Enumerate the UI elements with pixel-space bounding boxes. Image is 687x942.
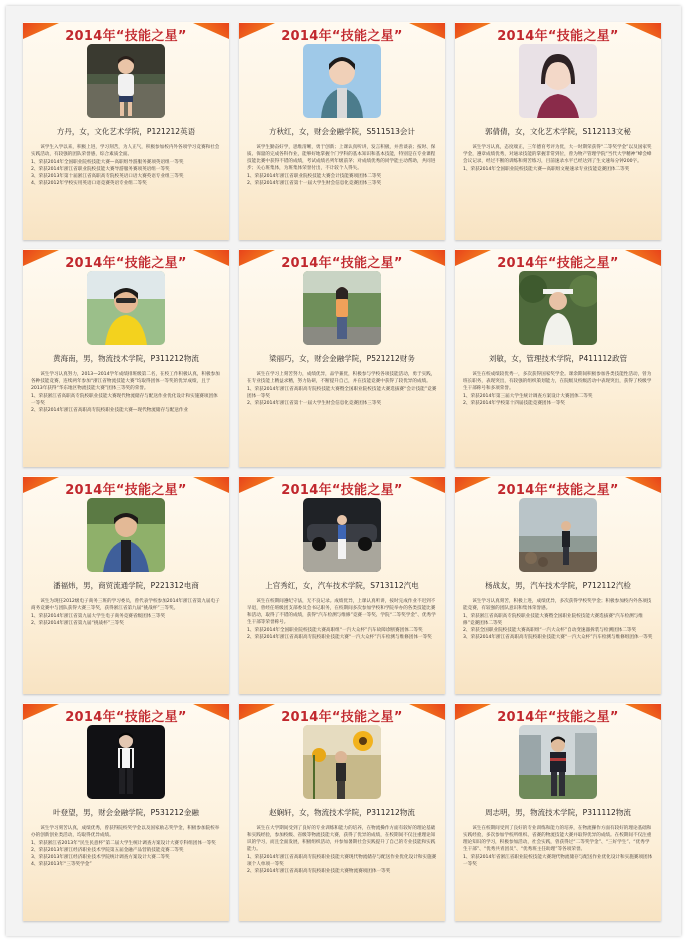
award-item: 2、荣获2014年学校第十四届技能竞赛团体一等奖: [463, 401, 565, 406]
student-caption: 黄海南，男，物流技术学院，P311212物流: [53, 354, 199, 363]
student-bio: [247, 371, 437, 407]
award-item: 3、荣获2013年浙江经济职业技术学院统计调查方案设计大赛二等奖: [31, 855, 170, 860]
award-list: [31, 613, 221, 627]
award-list: [463, 854, 653, 868]
card-title: 2014年“技能之星”: [65, 483, 187, 498]
student-bio: [247, 825, 437, 875]
student-card: [239, 476, 445, 694]
bio-text: 该学生入学以来，积极上进，学习刻苦，为人正气，积极参加校内外各项学习竞赛和社会实践活动，有较强的团队荣誉感，综合素质全面。: [31, 145, 220, 157]
award-item: 2、荣获全国职业院校技能大赛高职组“一汽大众杯”自动变速器拆装与检测团体二等奖: [463, 628, 637, 633]
student-card: [455, 22, 661, 240]
student-photo: [303, 271, 381, 345]
bio-text: 该生在校期间受到了良好的专业训练和能力的培养，在物流操作方面有较好的理论基础和实践经验，多次参加学校所组织、省赛的物流技能大赛并取得优异的成绩。在校期间不仅注重理论知识的学习，积极参加活动，社会实践，曾获得过“二等奖学金”、“三好学生”、“优秀学生干部”、“优秀共青团员”、“优秀班主任助理”等各项荣誉。: [463, 826, 652, 852]
card-title: 2014年“技能之星”: [281, 29, 403, 44]
card-title: 2014年“技能之星”: [281, 483, 403, 498]
student-card: [455, 703, 661, 921]
student-photo: [303, 498, 381, 572]
award-list: [247, 386, 437, 407]
award-item: 1、荣获2014年全国职业院校技能大赛高职组“一汽大众杯”汽车故障诊断赛团体二等奖: [247, 628, 423, 633]
student-photo: [303, 44, 381, 118]
student-card: [23, 249, 229, 467]
bio-text: 该学生勤奋好学，思维清晰，勇于创新；上课认真听讲，发言积极，并善谈表；按时、保质、保量的完成各科作业，能够好地掌握个门学科的基本知识和基本技能，特别是在专业课程技能比赛中获得不错的成绩，考试成绩名列年级前茅；对成绩优秀的同学能主动帮助，共同进步；关心班集体，为班集体荣誉付出，不计较个人得失。: [247, 145, 436, 171]
student-bio: [31, 371, 221, 414]
student-caption: 上官秀红，女，汽车技术学院，S713112汽电: [265, 581, 419, 590]
student-photo: [87, 44, 165, 118]
student-bio: [31, 144, 221, 187]
award-list: [31, 159, 221, 187]
bio-text: 该生学习认真刻苦，积极上进，成绩优异，多次获得学校奖学金；积极参加校内外各项技能竞赛，有较强的团队意识和集体荣誉感。: [463, 599, 652, 611]
bio-text: 该生为现任2012级电子商务三班的学习委员，曾代表学校参加2014年浙江省第九届电子商务竞赛中与团队获得大赛三等奖，获得浙江省第九届“挑战杯”三等奖。: [31, 599, 220, 611]
student-photo: [519, 271, 597, 345]
poster-sheet: [6, 6, 681, 936]
card-title: 2014年“技能之星”: [65, 710, 187, 725]
student-card: [455, 249, 661, 467]
student-caption: 方秋红，女，财会金融学院，S511513会计: [269, 127, 415, 136]
award-item: 1、荣获2014年浙江省高职高专院校技能大赛暨全国职业院校技能大赛选拔赛“会计技能”竞赛团体一等奖: [247, 387, 437, 399]
bio-text: 该生学习认真，态度端正，三年德育考评为优，大一时期荣获得“二等奖学金”以及国家奖学金，遵章成绩优秀，对通录技能的掌握非常到位，曾为物产管理学院“当代大学精神”峰会峰会议记录，经过不断的训练和刻苦练习，目前速录水平已经达到了生文速每分钟200字。: [463, 145, 652, 164]
student-photo: [87, 498, 165, 572]
bio-text: 该生在学习上刻苦努力，成绩优异，品学兼优，积极参与学校各项技能活动，勇于实践，在专业技能上精益求精，努力钻研，不断提升自己，并在技能竞赛中获得了较优异的成绩。: [247, 372, 436, 384]
student-photo: [303, 725, 381, 799]
award-item: 2、荣获2014年浙江省高职高专院校职业技能大赛—现代物流储存与配送作业: [31, 408, 189, 413]
student-photo: [87, 271, 165, 345]
student-caption: 周志明，男，物流技术学院，P311112物流: [485, 808, 631, 817]
card-title: 2014年“技能之星”: [497, 483, 619, 498]
card-title: 2014年“技能之星”: [281, 710, 403, 725]
student-photo: [519, 498, 597, 572]
award-item: 1、荣获2014年省浙江省职业院校技能大赛现代物流储存与配送作业优化设计和实施赛项团体一等奖: [463, 855, 653, 867]
student-card: [23, 476, 229, 694]
student-caption: 叶登望，男，财会金融学院，P531212金融: [53, 808, 199, 817]
student-card: [239, 249, 445, 467]
bio-text: 该生在校期间遵纪守法，无不良记录。成绩优异，上课认真听讲，按时完成作业不迟到不早退，曾经任班级团支部委员会书记职务，在校期间多次参加学校和学院举办的各类技能比赛和活动，取得了不错的成绩，获得“汽车检测与维修”竞赛一等奖、学院“二等奖学金”、优秀学生干部等荣誉称号。: [247, 599, 436, 625]
student-card: [455, 476, 661, 694]
card-title: 2014年“技能之星”: [497, 256, 619, 271]
student-photo: [519, 725, 597, 799]
award-item: 2、荣获2014年浙江省高职高专院校职业技能大赛物流赛项团体一等奖: [247, 869, 391, 874]
award-item: 2、荣获2014年浙江省职业院校技能大赛导游服务赛项英语组一等奖: [31, 167, 170, 172]
award-item: 2、荣获2014年浙江省第九届“挑战杯”三等奖: [31, 621, 124, 626]
award-item: 4、荣获2013年“三等奖学金”: [31, 862, 92, 867]
bio-text: 该生学习刻苦认真，成绩优秀，曾获得院校奖学金以及国家励志奖学金，积极参加院校举办的创新创业类活动，均取得优异成绩。: [31, 826, 220, 838]
award-item: 2、荣获2014年浙江省第十一届大学生财会信息化竞赛团体三等奖: [247, 401, 382, 406]
award-list: [247, 627, 437, 641]
student-bio: [463, 144, 653, 173]
award-item: 3、荣获2013年第十届浙江省高职高专院校英语口语大赛英语专业组三等奖: [31, 174, 184, 179]
award-list: [463, 166, 653, 173]
student-card: [239, 703, 445, 921]
award-item: 1、荣获浙江省2013年“民生民意杯”第二届大学生统计调查方案设计大赛专科组团体一等奖: [31, 841, 216, 846]
bio-text: 该生学习认真努力，2013—2014学年成绩排班级第二名，在校工作积极认真，积极参加各种技能竞赛，连续两年参加“浙江省物流技能大赛”均取得团体一等奖的优异成绩，且于2013年获得“华东地区物流技能大赛”团体三等奖的荣誉。: [31, 372, 220, 391]
student-card: [23, 703, 229, 921]
student-caption: 杨战友，男，汽车技术学院，P712112汽检: [485, 581, 631, 590]
award-list: [463, 393, 653, 407]
award-list: [247, 173, 437, 187]
award-item: 1、荣获浙江省高职高专院校职业技能大赛暨全国职业院校技能大赛选拔赛“汽车检测与维修”竞赛团体二等奖: [463, 614, 643, 626]
bio-text: 该生在大学期间受到了良好的专业训练和能力的培养，在物流操作方面有较好的理论基础和实践经验，参加校级、省级等物流技能大赛，获得了优异的成绩，在校期间不仅注重理论知识的学习，而且全面发展，积极组织活动，并参加暑期社会实践提升了自己的专业技能和实践能力。: [247, 826, 436, 852]
student-bio: [247, 598, 437, 641]
award-item: 1、荣获2014年全国职业院校技能大赛—高职组导游服务赛项英语组一等奖: [31, 160, 184, 165]
student-caption: 刘敏，女，管理技术学院，P411112政管: [488, 354, 628, 363]
award-list: [247, 854, 437, 875]
award-item: 1、荣获2014年全国职业院校技能大赛—高职组文秘速录专业技能竞赛团体二等奖: [463, 167, 630, 172]
bio-text: 该生在校成绩较优秀一，多次获得国家奖学金。课余期间积极参加各类技能性活动，曾为班长职务，表现突出，有较强的组织策划能力，在院级及校级活动中表现突出，获得了校级学生干部称号和多项荣誉。: [463, 372, 652, 391]
student-bio: [463, 825, 653, 868]
award-item: 1、荣获2014年浙江省第九届大学生电子商务竞赛省级团体三等奖: [31, 614, 166, 619]
student-bio: [463, 371, 653, 407]
award-list: [31, 840, 221, 868]
student-caption: 方丹，女，文化艺术学院，P121212英语: [56, 127, 196, 136]
card-title: 2014年“技能之星”: [65, 29, 187, 44]
card-title: 2014年“技能之星”: [65, 256, 187, 271]
student-caption: 潘福炜，男，商贸流通学院，P221312电商: [53, 581, 199, 590]
award-list: [463, 613, 653, 641]
award-item: 1、荣获浙江省高职高专院校职业技能大赛现代物流储存与配送作业优化设计和实施赛项团体一等奖: [31, 394, 218, 406]
award-item: 1、荣获2014年浙江省职业院校技能大赛会计技能赛项团体二等奖: [247, 174, 382, 179]
card-title: 2014年“技能之星”: [497, 710, 619, 725]
student-caption: 赵娴轩，女，物流技术学院，P311212物流: [269, 808, 415, 817]
award-item: 2、荣获2014年浙江省第十一届大学生财会信息化竞赛团体三等奖: [247, 181, 382, 186]
student-card: [239, 22, 445, 240]
student-caption: 郭倩倩，女，文化艺术学院，S112113文秘: [485, 127, 631, 136]
student-card: [23, 22, 229, 240]
student-bio: [247, 144, 437, 187]
award-item: 1、荣获2014年第三届大学生统计调查方案设计大赛团体二等奖: [463, 394, 593, 399]
award-item: 2、荣获2013年浙江经济职业技术学院第五届金融产品营销技能竞赛二等奖: [31, 848, 184, 853]
card-title: 2014年“技能之星”: [281, 256, 403, 271]
card-title: 2014年“技能之星”: [497, 29, 619, 44]
student-photo: [519, 44, 597, 118]
student-photo: [87, 725, 165, 799]
award-item: 4、荣获2012年学校实用英语口语竞赛英语专业组二等奖: [31, 181, 147, 186]
student-bio: [31, 598, 221, 627]
award-item: 1、荣获2014年浙江省高职高专院校职业技能大赛现代物流储存与配送作业优化设计和实施赛项个人单项一等奖: [247, 855, 437, 867]
award-item: 2、荣获2014年浙江省高职高专院校职业技能大赛“一汽大众杯”汽车检测与维修团体一等奖: [247, 635, 432, 640]
student-caption: 梁丽巧，女，财会金融学院，P521212财务: [269, 354, 415, 363]
award-list: [31, 393, 221, 414]
student-bio: [463, 598, 653, 641]
award-item: 3、荣获2014年浙江省高职高专院校职业技能大赛“一汽大众杯”汽车检测与维修组团体一等奖: [463, 635, 653, 640]
student-bio: [31, 825, 221, 868]
